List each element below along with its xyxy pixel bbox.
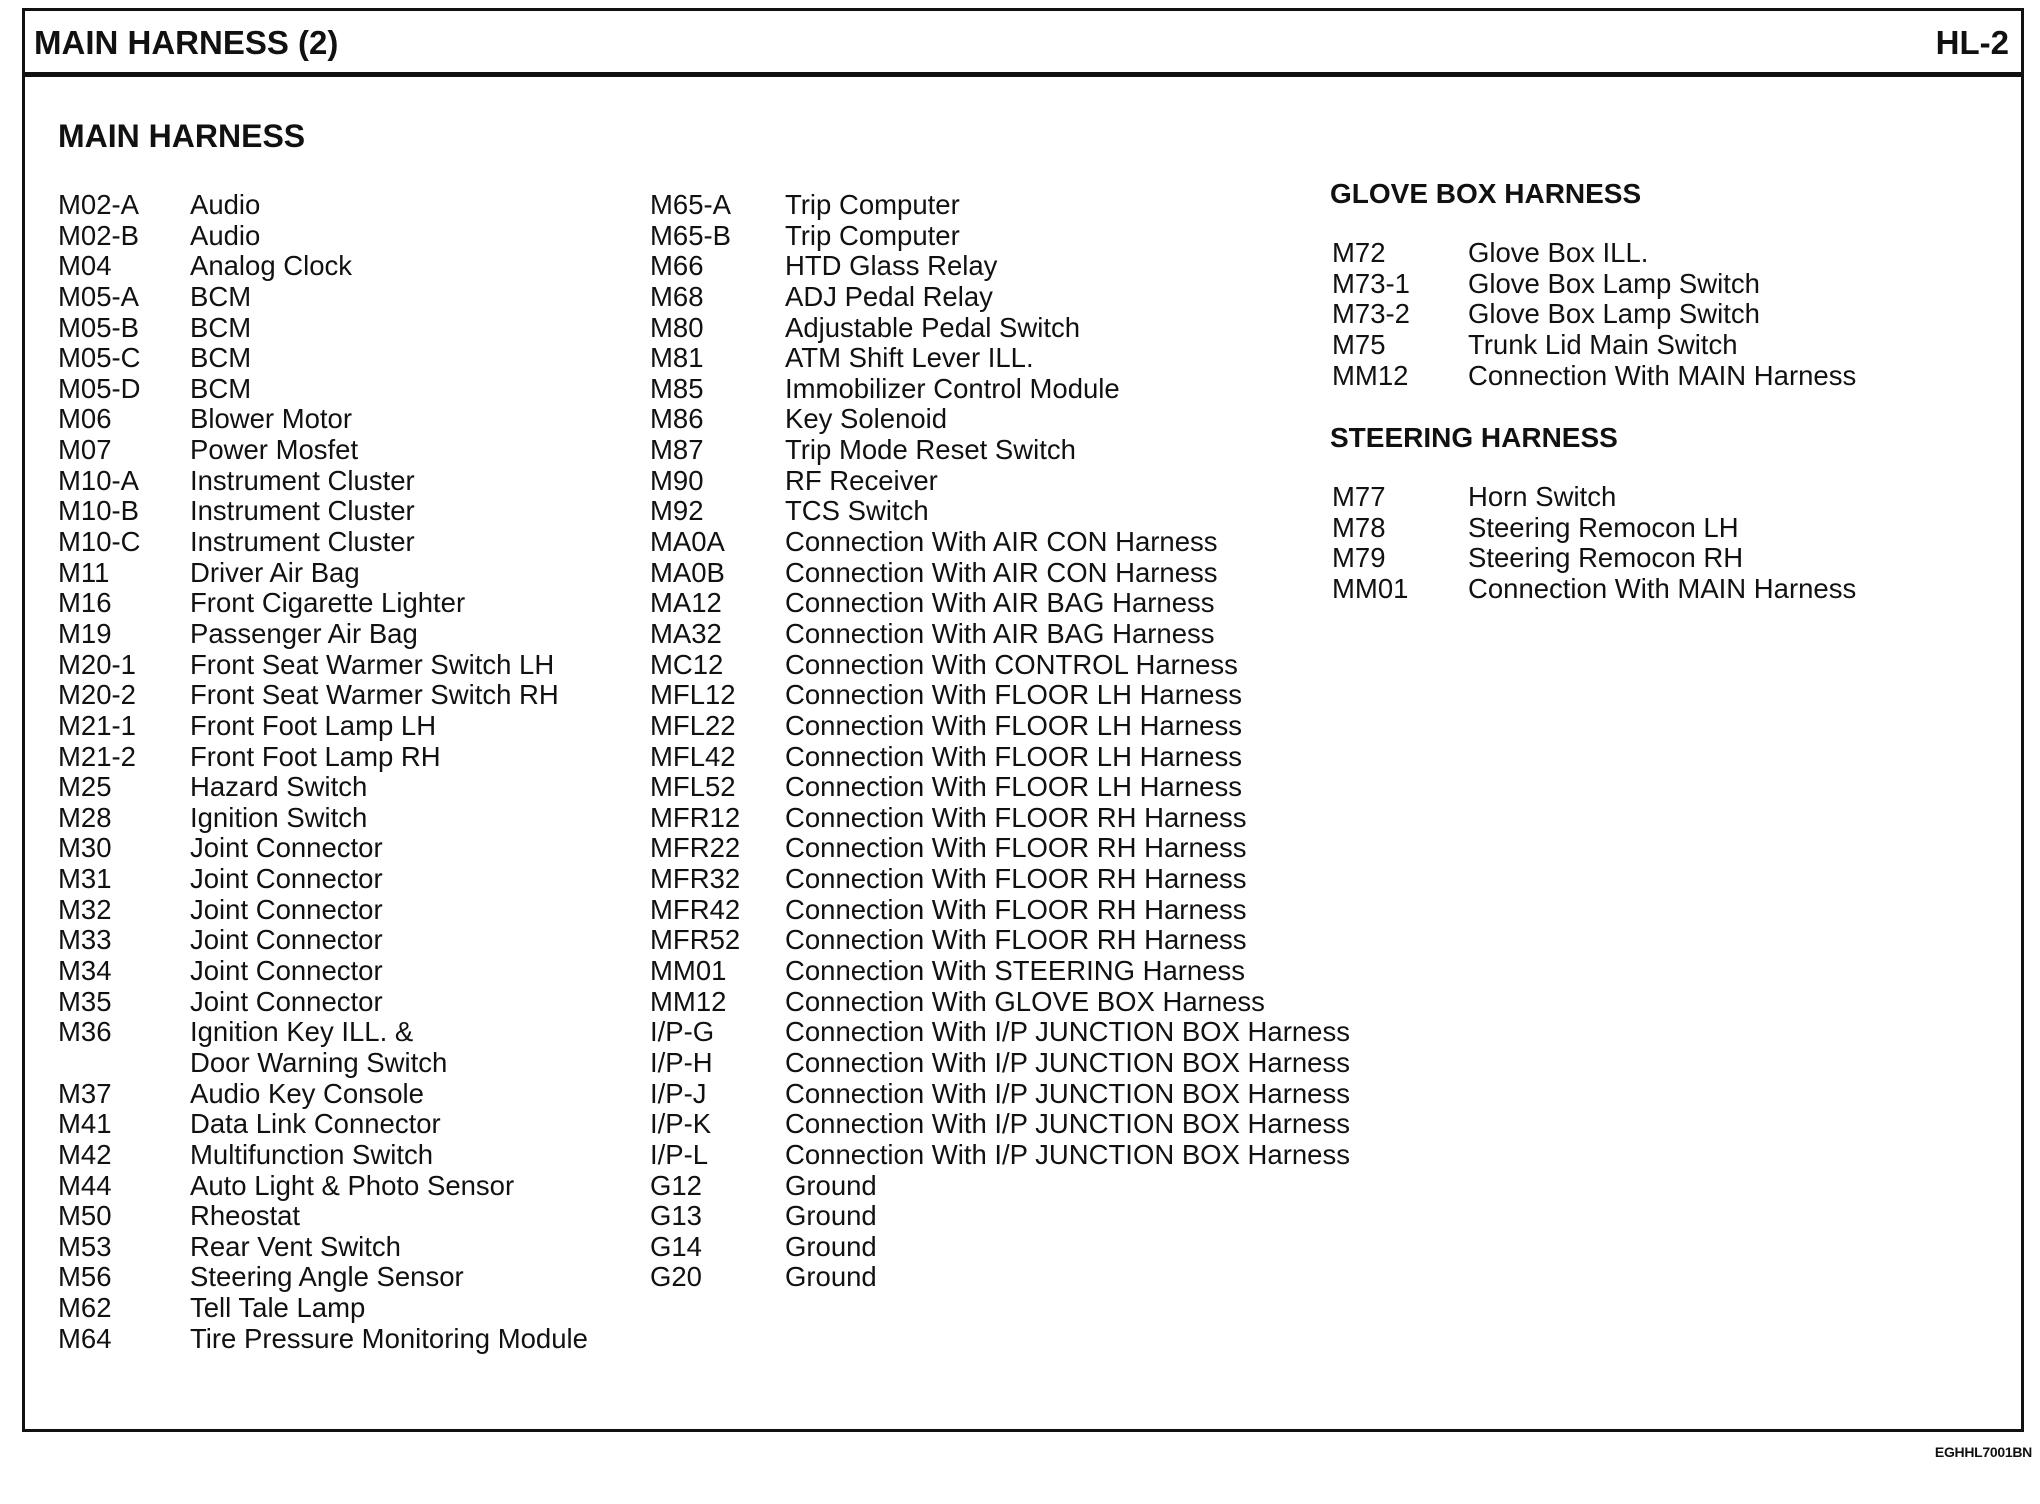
connector-description: Connection With AIR BAG Harness [785, 617, 1215, 649]
connector-code [58, 1048, 190, 1079]
connector-code: MFR12 [650, 801, 741, 833]
connector-row [650, 343, 1350, 374]
connector-row [58, 527, 588, 558]
connector-row [650, 925, 1350, 956]
connector-description: Connection With FLOOR LH Harness [785, 771, 1242, 803]
connector-code: M05-A [58, 280, 139, 312]
connector-code: M81 [650, 342, 704, 374]
connector-code: M33 [58, 924, 112, 956]
connector-row [650, 1109, 1350, 1140]
connector-code: M44 [58, 1169, 112, 1201]
connector-code: MFR22 [650, 832, 741, 864]
connector-code: G12 [650, 1169, 702, 1201]
page-title: MAIN HARNESS (2) [34, 24, 339, 61]
connector-code: M32 [58, 893, 112, 925]
connector-description: Audio [190, 219, 261, 251]
connector-description: Connection With MAIN Harness [1468, 359, 1857, 391]
connector-description: Glove Box ILL. [1468, 237, 1649, 268]
connector-description: Blower Motor [190, 403, 352, 435]
connector-row [650, 1017, 1350, 1048]
connector-description: BCM [190, 311, 252, 343]
connector-description: Front Seat Warmer Switch RH [190, 679, 559, 711]
connector-row [650, 864, 1350, 895]
connector-row [58, 190, 588, 221]
connector-row [650, 956, 1350, 987]
connector-code: M04 [58, 250, 112, 282]
connector-row [58, 772, 588, 803]
connector-description: Connection With FLOOR RH Harness [785, 832, 1247, 864]
connector-description: Connection With AIR BAG Harness [785, 587, 1215, 619]
connector-row [650, 558, 1350, 589]
connector-row [650, 190, 1350, 221]
connector-code: M07 [58, 434, 112, 466]
connector-code: M02-A [58, 189, 139, 220]
connector-code: M16 [58, 587, 112, 619]
connector-code: M20-2 [58, 679, 136, 711]
connector-description: Ground [785, 1261, 877, 1293]
connector-code: MA12 [650, 587, 722, 619]
connector-code: I/P-K [650, 1108, 712, 1140]
connector-description: Glove Box Lamp Switch [1468, 298, 1760, 330]
connector-row [58, 925, 588, 956]
connector-row [58, 742, 588, 773]
connector-code: G14 [650, 1230, 702, 1262]
connector-description: Ground [785, 1169, 877, 1201]
page-number: HL-2 [1935, 24, 2009, 61]
connector-description: Instrument Cluster [190, 464, 415, 496]
connector-description: Joint Connector [190, 955, 383, 987]
connector-description: BCM [190, 372, 252, 404]
connector-code: M68 [650, 280, 704, 312]
connector-row [58, 1293, 588, 1324]
connector-row [650, 1140, 1350, 1171]
connector-description: Rheostat [190, 1200, 301, 1232]
connector-row [58, 558, 588, 589]
connector-code: MM12 [1332, 359, 1409, 391]
connector-code: M41 [58, 1108, 112, 1140]
connector-row [650, 772, 1350, 803]
connector-description: Trip Computer [785, 189, 960, 220]
connector-code: MFR32 [650, 863, 741, 895]
connector-code: M37 [58, 1077, 112, 1109]
connector-description: Auto Light & Photo Sensor [190, 1169, 515, 1201]
connector-description: Joint Connector [190, 832, 383, 864]
connector-code: M05-B [58, 311, 139, 343]
connector-row [58, 221, 588, 252]
connector-code: M10-B [58, 495, 139, 527]
main-harness-column-2 [650, 190, 1350, 1293]
connector-code: MFL12 [650, 679, 736, 711]
connector-description: Connection With AIR CON Harness [785, 526, 1218, 558]
connector-row [1332, 361, 1856, 392]
connector-row [650, 680, 1350, 711]
connector-row [650, 1262, 1350, 1293]
connector-description: Driver Air Bag [190, 556, 360, 588]
connector-row [650, 221, 1350, 252]
connector-row [1332, 299, 1856, 330]
connector-row [58, 1232, 588, 1263]
connector-code: M73-1 [1332, 267, 1410, 299]
connector-row [650, 374, 1350, 405]
connector-description: Ground [785, 1200, 877, 1232]
connector-description: Rear Vent Switch [190, 1230, 401, 1262]
connector-description: Adjustable Pedal Switch [785, 311, 1081, 343]
connector-description: BCM [190, 342, 252, 374]
connector-description: Steering Angle Sensor [190, 1261, 464, 1293]
connector-description: Connection With STEERING Harness [785, 955, 1246, 987]
connector-row [650, 527, 1350, 558]
connector-description: Connection With I/P JUNCTION BOX Harness [785, 1077, 1350, 1109]
connector-code: M73-2 [1332, 298, 1410, 330]
connector-code: M66 [650, 250, 704, 282]
connector-description: Door Warning Switch [190, 1046, 448, 1078]
connector-row [650, 1201, 1350, 1232]
connector-row [58, 496, 588, 527]
connector-code: M53 [58, 1230, 112, 1262]
connector-row [58, 864, 588, 895]
connector-row [1332, 330, 1856, 361]
connector-row [1332, 543, 1856, 574]
connector-row [58, 251, 588, 282]
connector-row [1332, 482, 1856, 513]
connector-row [650, 711, 1350, 742]
connector-row [58, 895, 588, 926]
connector-row [650, 466, 1350, 497]
connector-description: Connection With CONTROL Harness [785, 648, 1238, 680]
connector-code: MFL22 [650, 709, 736, 741]
connector-row [58, 282, 588, 313]
connector-row [650, 619, 1350, 650]
connector-code: MFL42 [650, 740, 736, 772]
connector-description: Front Foot Lamp RH [190, 740, 441, 772]
connector-code: MFL52 [650, 771, 736, 803]
connector-code: MM01 [650, 955, 727, 987]
connector-code: M31 [58, 863, 112, 895]
connector-code: MC12 [650, 648, 724, 680]
connector-row [58, 619, 588, 650]
connector-description: Tell Tale Lamp [190, 1292, 366, 1324]
connector-description: ADJ Pedal Relay [785, 280, 993, 312]
connector-code: I/P-H [650, 1046, 713, 1078]
connector-code: MFR42 [650, 893, 741, 925]
connector-description: Connection With AIR CON Harness [785, 556, 1218, 588]
connector-description: Connection With MAIN Harness [1468, 572, 1857, 604]
connector-description: Data Link Connector [190, 1108, 441, 1140]
connector-description: Connection With FLOOR RH Harness [785, 893, 1247, 925]
glove-box-harness-title: GLOVE BOX HARNESS [1330, 178, 1642, 209]
connector-code: M64 [58, 1322, 112, 1354]
connector-description: Passenger Air Bag [190, 617, 418, 649]
connector-row [650, 313, 1350, 344]
connector-row [1332, 269, 1856, 300]
connector-row [58, 711, 588, 742]
connector-code: M34 [58, 955, 112, 987]
connector-description: Key Solenoid [785, 403, 948, 435]
connector-code: M25 [58, 771, 112, 803]
connector-description: Immobilizer Control Module [785, 372, 1120, 404]
connector-code: M72 [1332, 237, 1386, 268]
connector-description: Ground [785, 1230, 877, 1262]
connector-row [58, 1262, 588, 1293]
connector-row [650, 1048, 1350, 1079]
connector-code: M20-1 [58, 648, 136, 680]
connector-description: HTD Glass Relay [785, 250, 998, 282]
connector-description: Multifunction Switch [190, 1138, 434, 1170]
connector-row [58, 343, 588, 374]
connector-description: Ignition Key ILL. & [190, 1016, 414, 1048]
connector-row [1332, 513, 1856, 544]
connector-code: M80 [650, 311, 704, 343]
connector-description: Steering Remocon RH [1468, 542, 1744, 574]
connector-row [58, 374, 588, 405]
connector-description: Glove Box Lamp Switch [1468, 267, 1760, 299]
connector-row [650, 803, 1350, 834]
connector-description: Ignition Switch [190, 801, 368, 833]
connector-code: M10-A [58, 464, 139, 496]
connector-code: M02-B [58, 219, 139, 251]
connector-code: M35 [58, 985, 112, 1017]
connector-code: G20 [650, 1261, 702, 1293]
connector-row [58, 1171, 588, 1202]
glove-box-harness-list [1332, 238, 1856, 391]
connector-row [1332, 238, 1856, 269]
connector-code: M62 [58, 1292, 112, 1324]
connector-description: RF Receiver [785, 464, 938, 496]
connector-row [650, 1171, 1350, 1202]
connector-row [58, 1201, 588, 1232]
connector-row [650, 1079, 1350, 1110]
connector-description: Connection With FLOOR LH Harness [785, 679, 1242, 711]
connector-row [650, 650, 1350, 681]
connector-row [58, 1079, 588, 1110]
connector-row [650, 742, 1350, 773]
connector-row [58, 313, 588, 344]
connector-code: MA0B [650, 556, 725, 588]
connector-code: M05-C [58, 342, 141, 374]
connector-code: M90 [650, 464, 704, 496]
connector-description: Connection With FLOOR RH Harness [785, 801, 1247, 833]
connector-row [58, 1048, 588, 1079]
connector-row [58, 404, 588, 435]
connector-description: Joint Connector [190, 924, 383, 956]
connector-code: I/P-L [650, 1138, 709, 1170]
connector-row [650, 282, 1350, 313]
connector-code: M28 [58, 801, 112, 833]
connector-row [58, 1017, 588, 1048]
connector-code: M77 [1332, 481, 1386, 512]
connector-description: BCM [190, 280, 252, 312]
steering-harness-title: STEERING HARNESS [1330, 422, 1618, 453]
connector-code: M87 [650, 434, 704, 466]
connector-description: Instrument Cluster [190, 495, 415, 527]
connector-code: M30 [58, 832, 112, 864]
connector-description: Joint Connector [190, 863, 383, 895]
connector-row [58, 833, 588, 864]
connector-description: Connection With I/P JUNCTION BOX Harness [785, 1016, 1350, 1048]
connector-description: Audio Key Console [190, 1077, 424, 1109]
connector-row [650, 496, 1350, 527]
connector-row [58, 466, 588, 497]
connector-row [58, 680, 588, 711]
connector-description: Connection With GLOVE BOX Harness [785, 985, 1265, 1017]
connector-code: M42 [58, 1138, 112, 1170]
connector-row [58, 1324, 588, 1355]
connector-row [650, 251, 1350, 282]
connector-row [650, 895, 1350, 926]
connector-code: M79 [1332, 542, 1386, 574]
connector-code: M65-B [650, 219, 731, 251]
connector-code: MM12 [650, 985, 727, 1017]
connector-description: Connection With I/P JUNCTION BOX Harness [785, 1138, 1350, 1170]
connector-row [650, 435, 1350, 466]
connector-description: Audio [190, 189, 261, 220]
steering-harness-list [1332, 482, 1856, 605]
connector-description: Trip Mode Reset Switch [785, 434, 1076, 466]
connector-row [58, 956, 588, 987]
connector-description: Hazard Switch [190, 771, 368, 803]
connector-description: Analog Clock [190, 250, 353, 282]
connector-code: MFR52 [650, 924, 741, 956]
connector-row [650, 987, 1350, 1018]
connector-description: Connection With FLOOR RH Harness [785, 863, 1247, 895]
main-harness-column-1 [58, 190, 588, 1354]
connector-code: I/P-J [650, 1077, 707, 1109]
page-header [25, 11, 2021, 77]
connector-description: Front Foot Lamp LH [190, 709, 437, 741]
connector-description: Trip Computer [785, 219, 960, 251]
connector-code: M05-D [58, 372, 141, 404]
connector-code: M86 [650, 403, 704, 435]
main-harness-title: MAIN HARNESS [58, 118, 306, 154]
connector-description: ATM Shift Lever ILL. [785, 342, 1034, 374]
connector-description: Front Seat Warmer Switch LH [190, 648, 555, 680]
connector-description: Connection With I/P JUNCTION BOX Harness [785, 1046, 1350, 1078]
connector-description: Connection With FLOOR LH Harness [785, 740, 1242, 772]
connector-code: M85 [650, 372, 704, 404]
connector-row [650, 1232, 1350, 1263]
document-id: EGHHL7001BN [1934, 1444, 2032, 1460]
connector-code: I/P-G [650, 1016, 715, 1048]
connector-code: M75 [1332, 328, 1386, 360]
connector-code: M78 [1332, 511, 1386, 543]
connector-code: G13 [650, 1200, 702, 1232]
connector-row [650, 588, 1350, 619]
connector-row [650, 404, 1350, 435]
connector-description: Joint Connector [190, 985, 383, 1017]
connector-row [58, 650, 588, 681]
connector-description: Power Mosfet [190, 434, 359, 466]
connector-description: Joint Connector [190, 893, 383, 925]
connector-row [1332, 574, 1856, 605]
connector-description: Steering Remocon LH [1468, 511, 1739, 543]
connector-description: Connection With I/P JUNCTION BOX Harness [785, 1108, 1350, 1140]
connector-description: Front Cigarette Lighter [190, 587, 466, 619]
connector-code: MM01 [1332, 572, 1409, 604]
connector-row [58, 588, 588, 619]
connector-code: M50 [58, 1200, 112, 1232]
connector-row [58, 987, 588, 1018]
connector-code: M92 [650, 495, 704, 527]
connector-description: Connection With FLOOR LH Harness [785, 709, 1242, 741]
connector-code: MA32 [650, 617, 722, 649]
connector-code: M11 [58, 556, 110, 588]
connector-row [58, 1109, 588, 1140]
connector-code: M56 [58, 1261, 112, 1293]
connector-code: M36 [58, 1016, 112, 1048]
connector-description: TCS Switch [785, 495, 929, 527]
connector-description: Horn Switch [1468, 481, 1617, 512]
connector-row [650, 833, 1350, 864]
connector-code: M21-2 [58, 740, 136, 772]
connector-code: MA0A [650, 526, 725, 558]
connector-description: Connection With FLOOR RH Harness [785, 924, 1247, 956]
connector-description: Tire Pressure Monitoring Module [190, 1322, 588, 1354]
connector-description: Trunk Lid Main Switch [1468, 328, 1738, 360]
connector-row [58, 803, 588, 834]
connector-code: M19 [58, 617, 112, 649]
connector-row [58, 435, 588, 466]
connector-description: Instrument Cluster [190, 526, 415, 558]
connector-code: M65-A [650, 189, 731, 220]
connector-row [58, 1140, 588, 1171]
connector-code: M21-1 [58, 709, 136, 741]
connector-code: M10-C [58, 526, 141, 558]
connector-code: M06 [58, 403, 112, 435]
